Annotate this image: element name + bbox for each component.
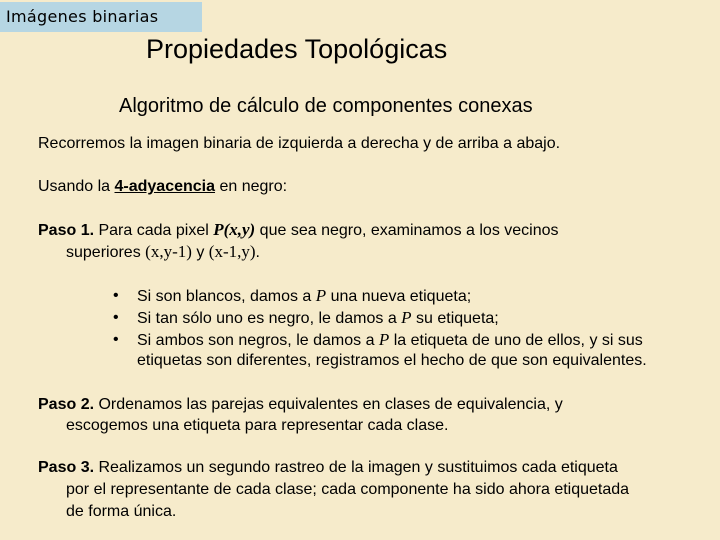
section-tag: Imágenes binarias	[0, 2, 202, 32]
adjacency-term: 4-adyacencia	[114, 178, 216, 195]
paso2-text: Ordenamos las parejas equivalentes en clases de equivalencia, y	[94, 396, 563, 413]
paso1-line2	[66, 240, 260, 264]
paso3-text: Realizamos un segundo rastreo de la imagen y sustituimos cada etiqueta	[94, 459, 618, 476]
neighbor-up: (x,y-1)	[145, 242, 192, 261]
pixel-p: P	[378, 330, 390, 349]
paso1-text-b: que sea negro, examinamos a los vecinos	[255, 222, 559, 239]
neighbor-left: (x-1,y)	[208, 242, 256, 261]
bullet-text-b: una nueva etiqueta;	[326, 288, 472, 305]
pixel-p: P	[401, 308, 412, 327]
bullet-item	[137, 284, 471, 308]
page-subtitle: Algoritmo de cálculo de componentes conexas	[119, 95, 533, 117]
paso1-line1	[38, 218, 559, 242]
page-title: Propiedades Topológicas	[146, 34, 448, 64]
paso3-line3: de forma única.	[66, 503, 177, 520]
pixel-p: P	[315, 286, 327, 305]
bullet-marker: •	[113, 331, 119, 348]
paso1-text-a: Para cada pixel	[94, 222, 214, 239]
paso2-line2: escogemos una etiqueta para representar cada clase.	[66, 417, 449, 434]
bullet-marker: •	[113, 309, 119, 326]
adjacency-suffix: en negro:	[215, 178, 288, 195]
bullet-text-b: su etiqueta;	[411, 310, 499, 327]
intro-text: Recorremos la imagen binaria de izquierda a derecha y de arriba a abajo.	[38, 135, 561, 152]
paso2-label: Paso 2.	[38, 396, 95, 413]
bullet-continuation: etiquetas son diferentes, registramos el hecho de que son equivalentes.	[137, 352, 647, 369]
paso1-line2-a: superiores	[66, 244, 146, 261]
paso1-label: Paso 1.	[38, 222, 95, 239]
bullet-text-b: la etiqueta de uno de ellos, y si sus	[389, 332, 643, 349]
paso1-dot: .	[255, 244, 260, 261]
paso3-label: Paso 3.	[38, 459, 95, 476]
paso3-line2: por el representante de cada clase; cada componente ha sido ahora etiquetada	[66, 481, 630, 498]
bullet-text-a: Si son blancos, damos a	[137, 288, 316, 305]
bullet-marker: •	[113, 287, 119, 304]
adjacency-prefix: Usando la	[38, 178, 115, 195]
paso1-y: y	[191, 244, 209, 261]
paso3-line1	[38, 456, 618, 479]
pixel-symbol: P(x,y)	[213, 220, 256, 239]
adjacency-line	[38, 175, 287, 198]
bullet-text-a: Si ambos son negros, le damos a	[137, 332, 379, 349]
bullet-text-a: Si tan sólo uno es negro, le damos a	[137, 310, 402, 327]
paso2-line1	[38, 393, 563, 416]
bullet-item	[137, 306, 499, 330]
